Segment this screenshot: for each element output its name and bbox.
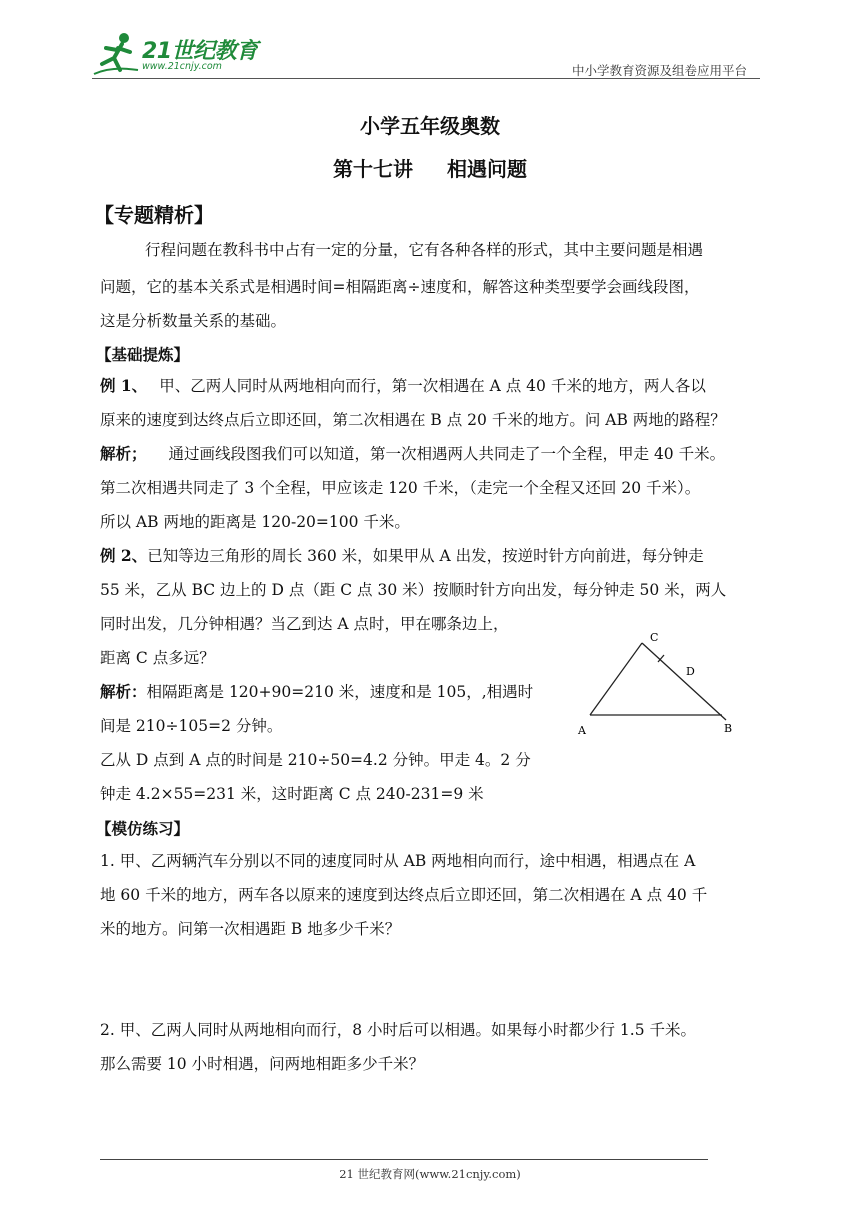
triangle-diagram (570, 628, 740, 740)
intro-line: 问题，它的基本关系式是相遇时间=相隔距离÷速度和，解答这种类型要学会画线段图， (100, 278, 700, 296)
logo-text: 21世纪教育 (142, 39, 258, 64)
section-heading-basics: 【基础提炼】 (96, 345, 190, 364)
logo-url: www.21cnjy.com (142, 61, 222, 72)
example-1-line: 原来的速度到达终点后立即还回，第二次相遇在 B 点 20 千米的地方。问 AB 两地的路程？ (100, 411, 726, 429)
label-d: D (686, 665, 695, 678)
label-a: A (578, 724, 586, 737)
lecture-topic: 相遇问题 (447, 157, 527, 181)
analysis-1-line: 所以 AB 两地的距离是 120-20=100 千米。 (100, 513, 410, 531)
site-logo (92, 30, 272, 80)
example-2-line: 55 米，乙从 BC 边上的 D 点（距 C 点 30 米）按顺时针方向出发，每分钟走 50 米，两人 (100, 581, 727, 599)
intro-line: 这是分析数量关系的基础。 (100, 312, 287, 330)
example-1-line (100, 376, 706, 396)
label-c: C (650, 631, 659, 644)
analysis-1-line: 第二次相遇共同走了 3 个全程，甲应该走 120 千米，（走完一个全程又还回 20 千米）。 (100, 479, 701, 497)
lecture-number: 第十七讲 (333, 157, 413, 181)
analysis-2-text: 相隔距离是 120+90=210 米，速度和是 105，,相遇时 (146, 683, 534, 701)
analysis-2-line: 乙从 D 点到 A 点的时间是 210÷50=4.2 分钟。甲走 4。2 分 (100, 751, 531, 769)
footer-link[interactable]: 21 世纪教育网(www.21cnjy.com) (339, 1167, 521, 1181)
intro-line: 行程问题在教科书中占有一定的分量，它有各种各样的形式，其中主要问题是相遇 (145, 241, 704, 259)
analysis-2-label: 解析： (100, 682, 147, 701)
runner-logo-icon (92, 30, 142, 76)
example-1-text: 甲、乙两人同时从两地相向而行，第一次相遇在 A 点 40 千米的地方，两人各以 (159, 377, 706, 395)
example-2-line: 距离 C 点多远？ (100, 649, 215, 667)
practice-1-line: 米的地方。问第一次相遇距 B 地多少千米？ (100, 920, 401, 938)
lecture-title (0, 153, 860, 182)
analysis-2-line: 钟走 4.2×55=231 米，这时距离 C 点 240-231=9 米 (100, 785, 484, 803)
analysis-1-line (100, 444, 725, 464)
triangle-side-ac (590, 643, 642, 715)
example-2-text: 已知等边三角形的周长 360 米，如果甲从 A 出发，按逆时针方向前进，每分钟走 (147, 547, 704, 565)
header-platform-text: 中小学教育资源及组卷应用平台 (572, 63, 748, 78)
analysis-2-line (100, 682, 533, 702)
label-b: B (724, 722, 733, 735)
triangle-side-cb (642, 643, 726, 720)
practice-2-line: 2. 甲、乙两人同时从两地相向而行，8 小时后可以相遇。如果每小时都少行 1.5 千米。 (100, 1021, 697, 1039)
footer-divider (100, 1159, 708, 1160)
header-divider (92, 78, 760, 79)
page-title: 小学五年级奥数 (360, 114, 500, 138)
example-1-label: 例 1、 (100, 376, 148, 395)
section-heading-analysis: 【专题精析】 (94, 203, 214, 227)
analysis-2-line: 间是 210÷105=2 分钟。 (100, 717, 283, 735)
analysis-1-label: 解析； (100, 444, 147, 463)
practice-2-line: 那么需要 10 小时相遇，问两地相距多少千米？ (100, 1055, 425, 1073)
example-2-line (100, 546, 704, 566)
example-2-line: 同时出发，几分钟相遇？当乙到达 A 点时，甲在哪条边上， (100, 615, 509, 633)
analysis-1-text: 通过画线段图我们可以知道，第一次相遇两人共同走了一个全程，甲走 40 千米。 (168, 445, 726, 463)
example-2-label: 例 2、 (100, 546, 148, 565)
practice-1-line: 地 60 千米的地方，两车各以原来的速度到达终点后立即还回，第二次相遇在 A 点 40 千 (100, 886, 708, 904)
section-heading-practice: 【模仿练习】 (96, 819, 190, 838)
practice-1-line: 1. 甲、乙两辆汽车分别以不同的速度同时从 AB 两地相向而行，途中相遇，相遇点在 A (100, 852, 696, 870)
